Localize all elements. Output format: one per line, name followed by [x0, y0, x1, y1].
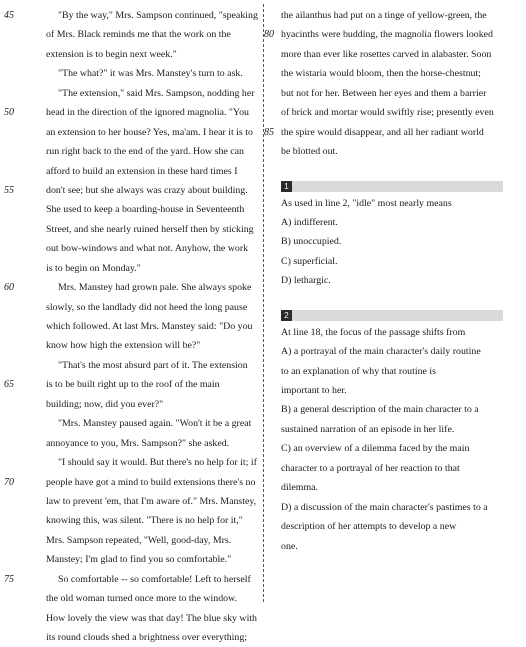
passage-line: [46, 628, 260, 647]
line-text: Street, and she nearly ruined herself then by sticking: [46, 223, 254, 235]
line-text: run right back to the end of the yard. How she can: [46, 146, 244, 158]
answer-choice-line[interactable]: [281, 400, 503, 419]
question-stem: [281, 194, 503, 213]
line-text: know how high the extension will be?": [46, 340, 201, 352]
passage-line: [46, 84, 260, 103]
line-text: sustained narration of an episode in her life.: [281, 423, 455, 435]
answer-choice-line[interactable]: [281, 252, 503, 271]
passage-line: [281, 6, 503, 25]
passage-line: [46, 356, 260, 375]
passage-line: [46, 298, 260, 317]
passage-line: [46, 511, 260, 530]
line-number: 65: [4, 379, 14, 391]
line-text: which followed. At last Mrs. Manstey said: "Do you: [46, 321, 253, 332]
line-text: D) a discussion of the main character's pastimes to a: [281, 501, 488, 513]
passage-line: [46, 609, 260, 628]
line-text: "The what?" it was Mrs. Manstey's turn to ask.: [58, 68, 243, 80]
answer-choice-line[interactable]: [281, 420, 503, 439]
passage-line: [46, 434, 260, 453]
passage-line: [46, 492, 260, 511]
line-number: 55: [4, 184, 14, 196]
line-number: 80: [264, 29, 274, 41]
line-text: to an explanation of why that routine is: [281, 365, 436, 377]
passage-line: [46, 395, 260, 414]
passage-line: [46, 453, 260, 472]
line-text: head in the direction of the ignored magnolia. "You: [46, 107, 249, 119]
passage-line: [46, 589, 260, 608]
passage-line: [4, 181, 260, 200]
passage-line: [264, 123, 503, 142]
answer-choice-line[interactable]: [281, 362, 503, 381]
line-text: hyacinths were budding, the magnolia flowers looked: [281, 29, 493, 41]
line-text: extension is to begin next week.": [46, 48, 177, 60]
answer-choice-line[interactable]: [281, 537, 503, 556]
line-text: description of her attempts to develop a new: [281, 521, 457, 533]
line-text: "By the way," Mrs. Sampson continued, "speaking: [58, 10, 258, 21]
line-text: afford to build an extension in these hard times I: [46, 165, 238, 177]
passage-line: [4, 570, 260, 589]
line-text: its round clouds shed a brightness over everything;: [46, 632, 248, 643]
answer-choice-line[interactable]: [281, 439, 503, 458]
question-header-bar: [281, 310, 503, 321]
passage-line: [46, 414, 260, 433]
line-text: the wistaria would bloom, then the horse-chestnut;: [281, 68, 481, 80]
passage-line: [281, 142, 503, 161]
passage-line: [46, 200, 260, 219]
line-text: more than ever like rosettes carved in alabaster. Soon: [281, 48, 492, 60]
passage-line: [46, 64, 260, 83]
line-text: law to prevent 'em, that I'm aware of." Mrs. Manstey,: [46, 495, 257, 507]
question-number-badge: 2: [281, 310, 292, 321]
passage-line: [46, 336, 260, 355]
line-text: out bow-windows and what not. Anyhow, the work: [46, 243, 249, 255]
passage-line: [264, 25, 503, 44]
column-divider: [263, 4, 264, 602]
passage-line: [46, 162, 260, 181]
line-text: "I should say it would. But there's no help for it; if: [58, 457, 257, 469]
passage-line: [46, 531, 260, 550]
line-text: "Mrs. Manstey paused again. "Won't it be a great: [58, 418, 252, 430]
passage-line: [46, 239, 260, 258]
passage-line: [281, 84, 503, 103]
passage-line: [46, 259, 260, 278]
passage-column-left: [4, 6, 260, 647]
line-text: B) unoccupied.: [281, 236, 342, 248]
answer-choice-line[interactable]: [281, 459, 503, 478]
line-text: character to a portrayal of her reaction to that: [281, 462, 460, 474]
passage-line: [46, 123, 260, 142]
line-text: She used to keep a boarding-house in Seventeenth: [46, 204, 245, 216]
passage-line: [281, 103, 503, 122]
passage-line: [4, 473, 260, 492]
line-text: knowing this, was silent. "There is no help for it,": [46, 515, 243, 527]
line-text: "The extension," said Mrs. Sampson, nodding her: [58, 87, 255, 99]
answer-choice-line[interactable]: [281, 517, 503, 536]
line-text: annoyance to you, Mrs. Sampson?" she asked.: [46, 437, 230, 449]
line-text: A) a portrayal of the main character's daily routine: [281, 346, 481, 358]
line-text: B) a general description of the main character to a: [281, 404, 479, 416]
line-text: one.: [281, 540, 298, 552]
passage-line: [281, 45, 503, 64]
answer-choice-line[interactable]: [281, 232, 503, 251]
answer-choice-line[interactable]: [281, 342, 503, 361]
line-text: of brick and mortar would swiftly rise; presently even: [281, 107, 494, 119]
spacer: [281, 162, 503, 174]
line-text: slowly, so the landlady did not heed the long pause: [46, 301, 248, 313]
line-text: is to begin on Monday.": [46, 262, 141, 274]
question-number-badge: 1: [281, 181, 292, 192]
line-number: 85: [264, 126, 274, 138]
line-text: but not for her. Between her eyes and them a barrier: [281, 87, 487, 99]
line-text: Mrs. Manstey had grown pale. She always spoke: [58, 282, 252, 294]
line-text: dilemma.: [281, 482, 319, 494]
line-text: So comfortable -- so comfortable! Left to herself: [58, 573, 251, 585]
line-text: Manstey; I'm glad to find you so comfortable.": [46, 554, 232, 566]
line-text: D) lethargic.: [281, 275, 331, 287]
passage-column-right: [264, 6, 503, 556]
line-number: 70: [4, 476, 14, 488]
passage-line: [4, 278, 260, 297]
passage-line: [281, 64, 503, 83]
line-text: an extension to her house? Yes, ma'am. I hear it is to: [46, 126, 253, 138]
line-text: be blotted out.: [281, 146, 338, 158]
line-text: At line 18, the focus of the passage shifts from: [281, 326, 466, 338]
line-text: is to be built right up to the roof of the main: [46, 379, 220, 391]
line-text: the old woman turned once more to the window.: [46, 593, 238, 605]
line-number: 60: [4, 282, 14, 294]
line-number: 75: [4, 573, 14, 585]
line-text: Mrs. Sampson repeated, "Well, good-day, Mrs.: [46, 534, 232, 546]
line-text: How lovely the view was that day! The blue sky with: [46, 612, 257, 624]
passage-line: [46, 25, 260, 44]
line-text: C) superficial.: [281, 255, 338, 267]
line-text: A) indifferent.: [281, 216, 338, 228]
passage-line: [4, 103, 260, 122]
answer-choice-line[interactable]: [281, 213, 503, 232]
line-text: the ailanthus had put on a tinge of yellow-green, the: [281, 10, 487, 21]
passage-line: [46, 550, 260, 569]
line-text: don't see; but she always was crazy about building.: [46, 184, 248, 196]
line-text: the spire would disappear, and all her radiant world: [281, 126, 484, 138]
spacer: [281, 291, 503, 303]
passage-line: [46, 220, 260, 239]
question-header-bar: [281, 181, 503, 192]
line-text: important to her.: [281, 385, 347, 396]
line-number: 45: [4, 10, 14, 21]
answer-choice-line[interactable]: [281, 478, 503, 497]
line-text: As used in line 2, "idle" most nearly means: [281, 197, 452, 209]
passage-line: [4, 6, 260, 25]
line-text: C) an overview of a dilemma faced by the main: [281, 443, 470, 455]
answer-choice-line[interactable]: [281, 498, 503, 517]
line-text: "That's the most absurd part of it. The extension: [58, 359, 248, 371]
line-text: people have got a mind to build extensions there's no: [46, 476, 256, 488]
line-text: of Mrs. Black reminds me that the work on the: [46, 29, 231, 41]
passage-line: [46, 317, 260, 336]
line-text: building; now, did you ever?": [46, 398, 164, 410]
passage-line: [4, 375, 260, 394]
question-stem: [281, 323, 503, 342]
line-number: 50: [4, 107, 14, 119]
passage-line: [46, 45, 260, 64]
answer-choice-line[interactable]: [281, 271, 503, 290]
passage-line: [46, 142, 260, 161]
answer-choice-line[interactable]: [281, 381, 503, 400]
